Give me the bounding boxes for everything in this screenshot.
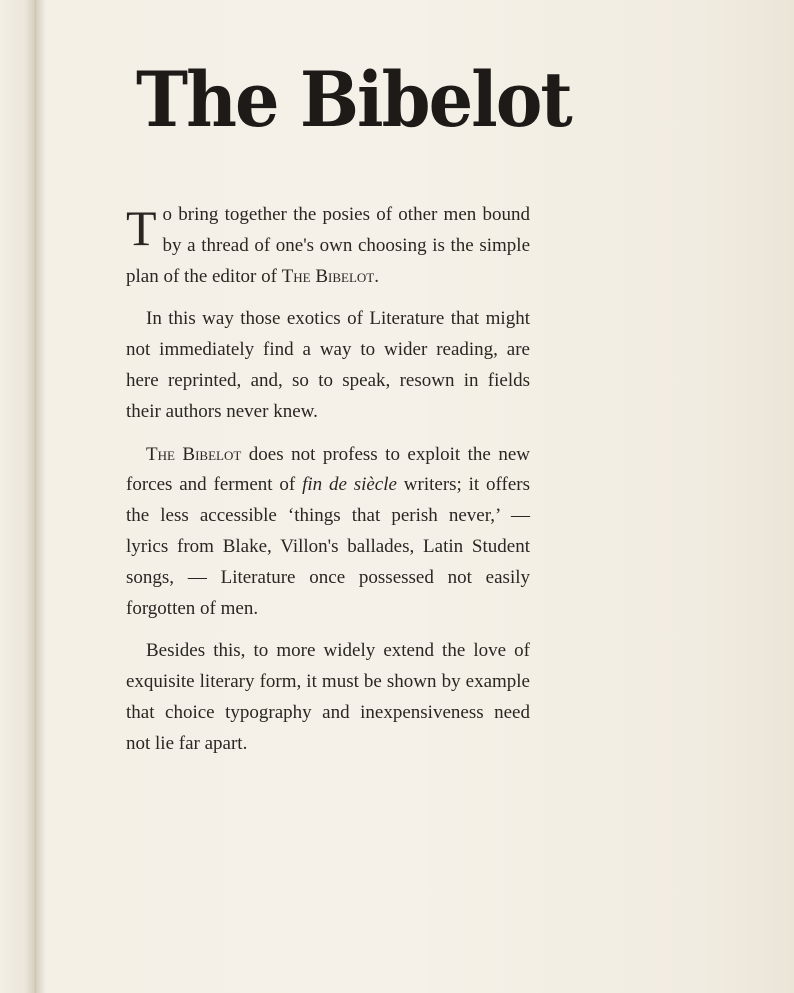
paragraph-4-text: Besides this, to more widely extend the love of exquisite literary form, it must be shown by example that choice typography and inexpensiveness need not lie far apart. — [126, 640, 530, 754]
body-text — [126, 200, 530, 772]
bibelot-small-caps: The Bibelot — [146, 443, 242, 465]
paragraph-3 — [126, 440, 530, 625]
facing-page-edge — [0, 0, 36, 993]
paragraph-2 — [126, 304, 530, 427]
bibelot-small-caps: The Bibelot — [281, 265, 375, 287]
paragraph-3-text-a: does not profess to exploit the new forces and ferment of — [126, 443, 530, 496]
paragraph-1-end: . — [374, 265, 379, 287]
paragraph-1 — [126, 200, 530, 292]
drop-cap: T — [126, 200, 157, 256]
paragraph-1-text: o bring together the posies of other men bound by a thread of one's own choosing is the simple plan of the editor of — [126, 204, 530, 287]
fin-de-siecle-italic: fin de siècle — [302, 474, 397, 496]
paragraph-2-text: In this way those exotics of Literature that might not immediately find a way to wider reading, are here reprinted, and, so to speak, resown in fields their authors never knew. — [126, 308, 530, 422]
page-title: The Bibelot — [136, 54, 571, 145]
paragraph-3-text-b: writers; it offers the less accessible ‘things that perish never,’ — lyrics from Blake, Villon's ballades, Latin Student songs, — Literature once possessed not easily forgotten of men. — [126, 474, 531, 619]
paragraph-4 — [126, 636, 530, 759]
gutter-shadow — [36, 0, 46, 993]
